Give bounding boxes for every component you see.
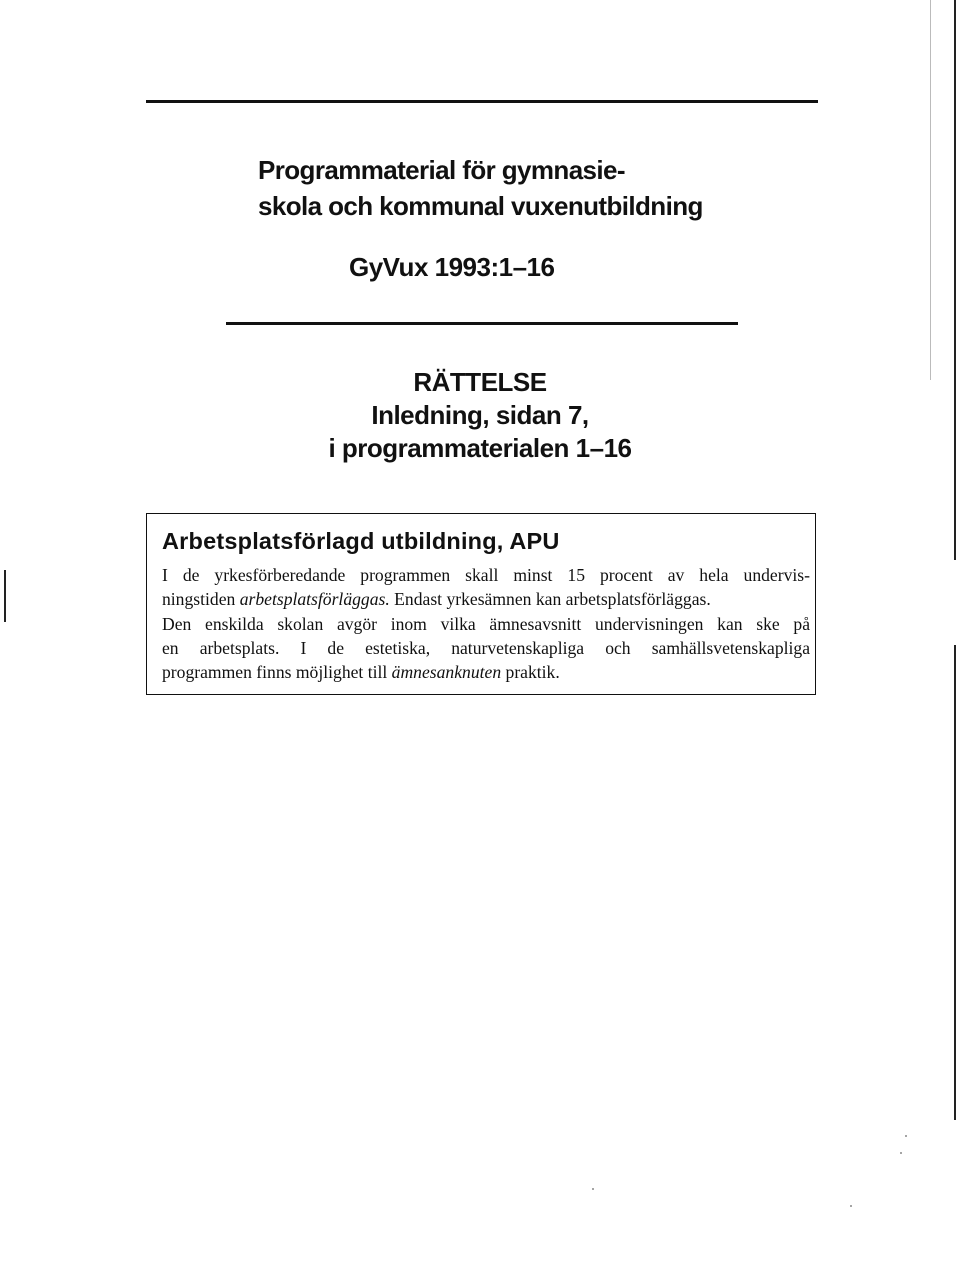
- title-line-2: skola och kommunal vuxenutbildning: [258, 191, 703, 221]
- series-number: GyVux 1993:1–16: [349, 252, 555, 282]
- body-line-2-start: ningstiden: [162, 589, 240, 610]
- scan-edge-right-1: [954, 0, 956, 560]
- body-line-1: I de yrkesförberedande programmen skall minst 15 procent av hela undervis-: [162, 565, 810, 585]
- correction-box: [146, 513, 816, 695]
- body-line-5-start: programmen finns möjlighet till: [162, 662, 392, 683]
- scan-edge-right-top: [930, 0, 931, 380]
- body-line-2: [162, 587, 810, 611]
- speck: [905, 1135, 907, 1137]
- body-line-3: Den enskilda skolan avgör inom vilka ämnesavsnitt undervisningen kan ske på: [162, 613, 810, 634]
- correction-line-3: i programmaterialen 1–16: [328, 433, 632, 463]
- speck: [850, 1205, 852, 1207]
- body-line-4: en arbetsplats. I de estetiska, naturvetenskapliga och samhällsvetenskapliga: [162, 637, 810, 658]
- body-line-2-end: Endast yrkesämnen kan arbetsplatsförläggas.: [389, 589, 711, 610]
- box-body: [162, 563, 810, 684]
- body-line-5: [162, 660, 810, 684]
- scan-edge-left: [4, 570, 6, 622]
- emphasis-term: arbetsplatsförläggas.: [239, 589, 390, 610]
- speck: [592, 1188, 594, 1190]
- correction-label: RÄTTELSE: [413, 367, 547, 397]
- scan-edge-right-2: [954, 645, 956, 1120]
- box-heading: Arbetsplatsförlagd utbildning, APU: [162, 528, 560, 554]
- correction-line-2: Inledning, sidan 7,: [371, 400, 589, 430]
- document-title: [258, 152, 778, 224]
- speck: [900, 1152, 902, 1154]
- top-rule: [146, 100, 818, 103]
- separator-rule: [226, 322, 738, 325]
- correction-notice: [230, 366, 730, 465]
- body-line-5-end: praktik.: [501, 662, 560, 683]
- title-line-1: Programmaterial för gymnasie-: [258, 155, 625, 185]
- emphasis-term: ämnesanknuten: [391, 662, 502, 683]
